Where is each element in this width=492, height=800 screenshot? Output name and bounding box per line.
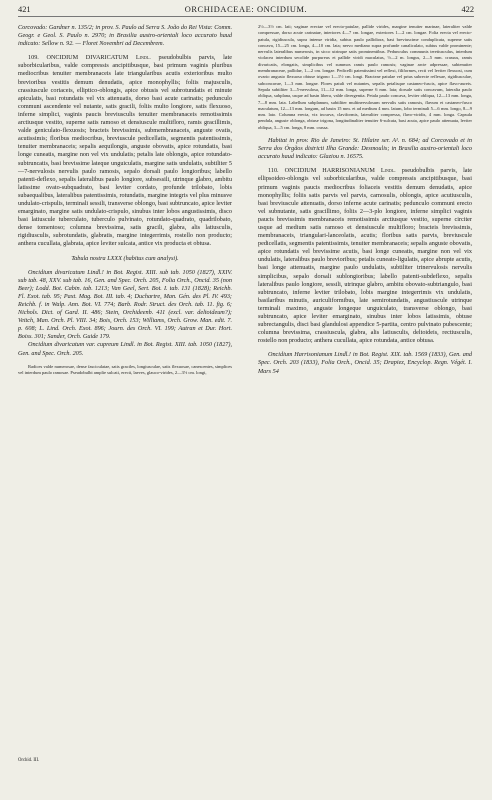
right-column: [258, 24, 472, 376]
page-number-left: 421: [18, 5, 31, 14]
morphology-small-right: 2½—3½ cm. lati; vaginae erectae vel erecto-patulae, pallide virides, margine tenuiter marinae, lateraliter valde compressae, dorso acute carinatae, interiores 4—7 cm. longae, exteriores 1—2 cm. longae. Folia erecta vel erecto-patula, rigidiuscula, supra intense viridia, subtus paulo pallidiora, basi breviuscime conduplicata, superne satis concava, 15—25 cm. longa, 4—10 cm. lata; nervo mediano supra profunde canaliculato, subtus valde prominente; nervulis lateralibus numerosis, in sicco utrinque satis prominentibus. Pedunculus communis teretiusculus, interdum violacea interdum secolide purpureus et pallide viridi maculatus, ½—2 m. longus, 2—5 mm. crassus, ramis divaricatis, elongatis, simplicibus vel summos ramis paulo ramosis; vaginae arcte adpressae, subtenuiter membranaceae, pallidae, 1—2 cm. longae. Pedicelli patentissimi vel reflexi, filiformes, recti vel leviter flexuosi, cum ovario angusto flexuoso obtuse trigono 1—1½ cm. longi. Bracteae patulae vel prius subrecte reflexae, rigidiusculae, subconcavae, 1—3 mm. longae. Flores patuli vel nutantes, sepalis petalisque castaneo-fuscis, apice flavo-aureis. Sepala subtiliter 3—5-nervulosa, 11—12 mm. longa, superne 6 mm. lata; dorsale satis concavum, lateralia paulo obliqua, subplana, usque ad basin libera, valde divergentia. Petala paulo concava, leviter obliqua, 12—13 mm. longa, 7—8 mm. lata. Labellum subplanum, subtiliter multinervulosum nervulis satis ramosis, flavum et castaneo-fusco maculatum, 12—13 mm. longum, ad basin 15 mm. et ad medium 4 mm. latum, lobo terminali 5—6 mm. longo, 8—9 mm. lato. Columna erecta, vix incurva, claviformis, lateraliter compressa, flavo-viridis, 4 mm. longa. Capsula pendula, anguste oblonga, obtuse trigona, longitudinaliter tenuiter 6-sulcata, basi acuta, apice paulo attenuata, leviter obliqua, 3—5 cm. longa, 8 mm. crassa.: [258, 24, 472, 130]
page-number-right: 422: [461, 5, 474, 14]
references-110: Oncidium Harrisonianum Lindl.! in Bot. Regist. XIX. tab. 1569 (1833), Gen. and Spec. Orch. 203 (1833), Folia Orch., Oncid. 35; Drapiez, Encyclop. Regn. Végét. I. Mars 54: [258, 351, 472, 375]
running-title: ORCHIDACEAE: ONCIDIUM.: [184, 5, 308, 14]
morphology-small-left: Radices valde numerosae, dense fasciculatae, satis graciles, longiusculae, satis flexuosae, canescentes, simplices vel interdum paulo ramosae. Pseudobulbi amplie sulcati, erecti, laeves, glauco-virides, 2—3½ cm. longi,: [18, 363, 232, 375]
species-heading-110: 110. ONCIDIUM HARRISONIANUM Lindl.: [268, 167, 396, 175]
species-description-109: [18, 54, 232, 248]
species-body-110: pseudobulbis parvis, late ellipsoideo-oblongis vel suborbicularibus, valde compressis ancipitibusque, basi primum vaginis paucis mediocribus foliaceis vestitis demum denudatis, apice monophyllis; foliis satis parvis vel parvis, carnosulis, oblongis, apice acutiusculis, basi breviuscule attenuatis, dorso inferne acute carinatis; pedunculo communi erecto vel subnutante, satis gracillimo, foliis 2—3-plo longiore, inferne simplici vaginis paucis brevissimis membranaceis remotissimis arctiusque vestito, superne circiter usque ad medium satis ramoso et densiuscule multifloro; bracteis brevissimis, membranaceis, triangulari-lanceolatis, acutis; floribus satis parvis, breviuscule pedicellatis, segmentis patentissimis, tenuiter membranaceis; sepalis anguste obovatis, apice rotundatis vel brevissime acutis, basi longe cuneatis, margine non vel vix undulatis, lateralibus paulo brevioribus; petalis cuneato-ligulatis, apice abrupte acutis, basi longe attenuatis, margine paulo undulatis, subtiliter trinervulosis nervulis simplicibus, sepalo dorsali sublongioribus; labello patenti-subdeflexo, sepalis lateralibus paulo longiore, sessili, utrinque glabro, ambitu obovato-subtriangulo, basi subtruncato, inferne leviter trilobato, lobis margine integerrimis vix undulatis, basilaribus minutis, auriculiformibus, late semirotundatis, angustiuscule utrinque terminali maximo, anguste longeque unguiculato, transverse oblongo, basi subtruncato, apice leviter emarginato, sinubus inter lobos latissimis, obtuse subrectangulis, disci basi glandulosi appendice 5-partita, centro pulvinato pubescente; columna brevissima, crassiuscula, glabra, alis latiusculis, deltoideis, rectiusculis, rostello non producto; anthera cucullata, apice rotundata, antice obtusa.: [258, 167, 473, 345]
references-109: Oncidium divaricatum Lindl.! in Bot. Regist. XIII. sub tab. 1050 (1827), XXIV. sub tab. 48, XXV. sub tab. 16, Gen. and Spec. Orch. 205, Folia Orch., Oncid. 35 (non Beer); Lodd. Bot. Cabin. tab. 1213; Van Geel, Sert. Bot. I. tab. 131 (1828); Reichb. Fl. Exot. tab. 95; Paxt. Mag. Bot. III. tab. 4; Duchartre, Man. Gén. des Pl. IV. 493; Reichb. f. in Walp. Ann. Bot. VI. 774; Barb. Rodr. Struct. des Orch. tab. 11. fig. 6; Nichols. Dict. of Gard. II. 486; Stein, Orchideenb. 411 (excl. var. deltoideum?); Veitch, Man. Orch. Pl. VIII. 34; Bois, Orch. 153; Williams, Orch. Grow. Man. edit. 7. p. 608; L. Lind. Orch. Exot. 896; Journ. des Orch. VI. 199; Autran et Dur. Hort. Boiss. 301; Sander, Orch. Guide 179.: [18, 268, 232, 341]
species-heading-109: 109. ONCIDIUM DIVARICATUM Lindl.: [28, 54, 151, 62]
species-description-110: [258, 167, 472, 345]
species-body-109: pseudobulbis parvis, late suborbicularibus, valde compressis ancipitibusque, basi primum vaginis pluribus mediocribus tenuiter membranaceis late triangularibus acutis exterioribus multo brevioribus vestitis demum denudatis, apice monophyllis; foliis majusculis, crassiuscule coriaceis, elliptico-oblongis, apice obtusis vel subrotundatis et minute apiculatis, basi rotundatis vel vix attenuatis, dorso basi acute carinatis; pedunculo communi ascendente vel nutante, satis gracili, foliis multo longiore, satis flexuoso, inferne simplici, vaginis paucis breviusculis tenuiter membranaceis remotissimis arctiusque vestito, superne satis ramoso et densiuscule multifloro, ramis gracillimis, valde geniculato-flexuosis; bracteis brevissimis, submembranaceis, anguste ovatis, acutissimis; floribus mediocribus, breviuscule pedicellatis, segmentis patentissimis, tenuiter membranaceis; sepalis aequilongis, anguste obovatis, apice rotundatis, basi longe cuneatis, margine non vel vix undulatis; petalis late oblongis, apice rotundato-subtruncatis, basi brevissime latequе unguiculatis, margine satis undulatis, subtiliter 5—7-nervulosis nervulis paulo ramosis, sepalo dorsali paulo longioribus; labello patenti-deflexo, sepalis lateralibus paulo longiore, subsessili, utrinque glabro, ambitu latissime ovato-subquadrato, basi leviter cordato, profunde trilobato, lobis subaequalibus, lateralibus patentissimis, rotundatis, margine integris vel plus minusve undulato-crispulis, terminali sessili, transverse oblongo, basi subtruncato, apice leviter emarginato, margine satis undulato-crispulo, sinubus inter lobos angustissimis, disco basi latiuscule tuberculato, tuberculo pulvinato, rotundato-quadrato, quadrilobato, dense tomentoso; columna brevissima, satis gracili, glabra, alis latiusculis, rigidiusculis, subrotundatis, glabratis, margine integerrimis, rostello non producto; anthera cucullata, glabrata, apice leviter sulcata, antice vix producta et obtusa.: [18, 54, 233, 248]
signature-mark: Orchid. III.: [18, 758, 40, 763]
tabula-note: Tabula nostra LXXX (habitus cum analysi).: [71, 254, 179, 262]
left-column: [18, 24, 232, 376]
references-109-var: Oncidium divaricatum var. cupreum Lindl. in Bot. Regist. XIII. tab. 1050 (1827), Gen. and Spec. Orch. 205.: [18, 341, 232, 357]
header-rule: [18, 16, 474, 17]
intro-locality: Corcovado: Gardner n. 135/2; in prov. S. Paulo ad Serra S. João do Rei Vista: Comm. Geogr. e Geol. S. Paulo n. 2970; in Brasilia austro-orientali loco accurato haud indicato: Sellow n. 92. — Floret Novembri ad Decembrem.: [18, 24, 232, 48]
habitat-109: Habitat in prov. Rio de Janeiro: St. Hilaire ser. A¹. n. 684; ad Corcovado et in Serra dos Órgãos districti Ilha Grande: Desmoulis; in Brasilia austro-orientali loco accurato haud indicato: Glaziou n. 16575.: [258, 137, 472, 161]
